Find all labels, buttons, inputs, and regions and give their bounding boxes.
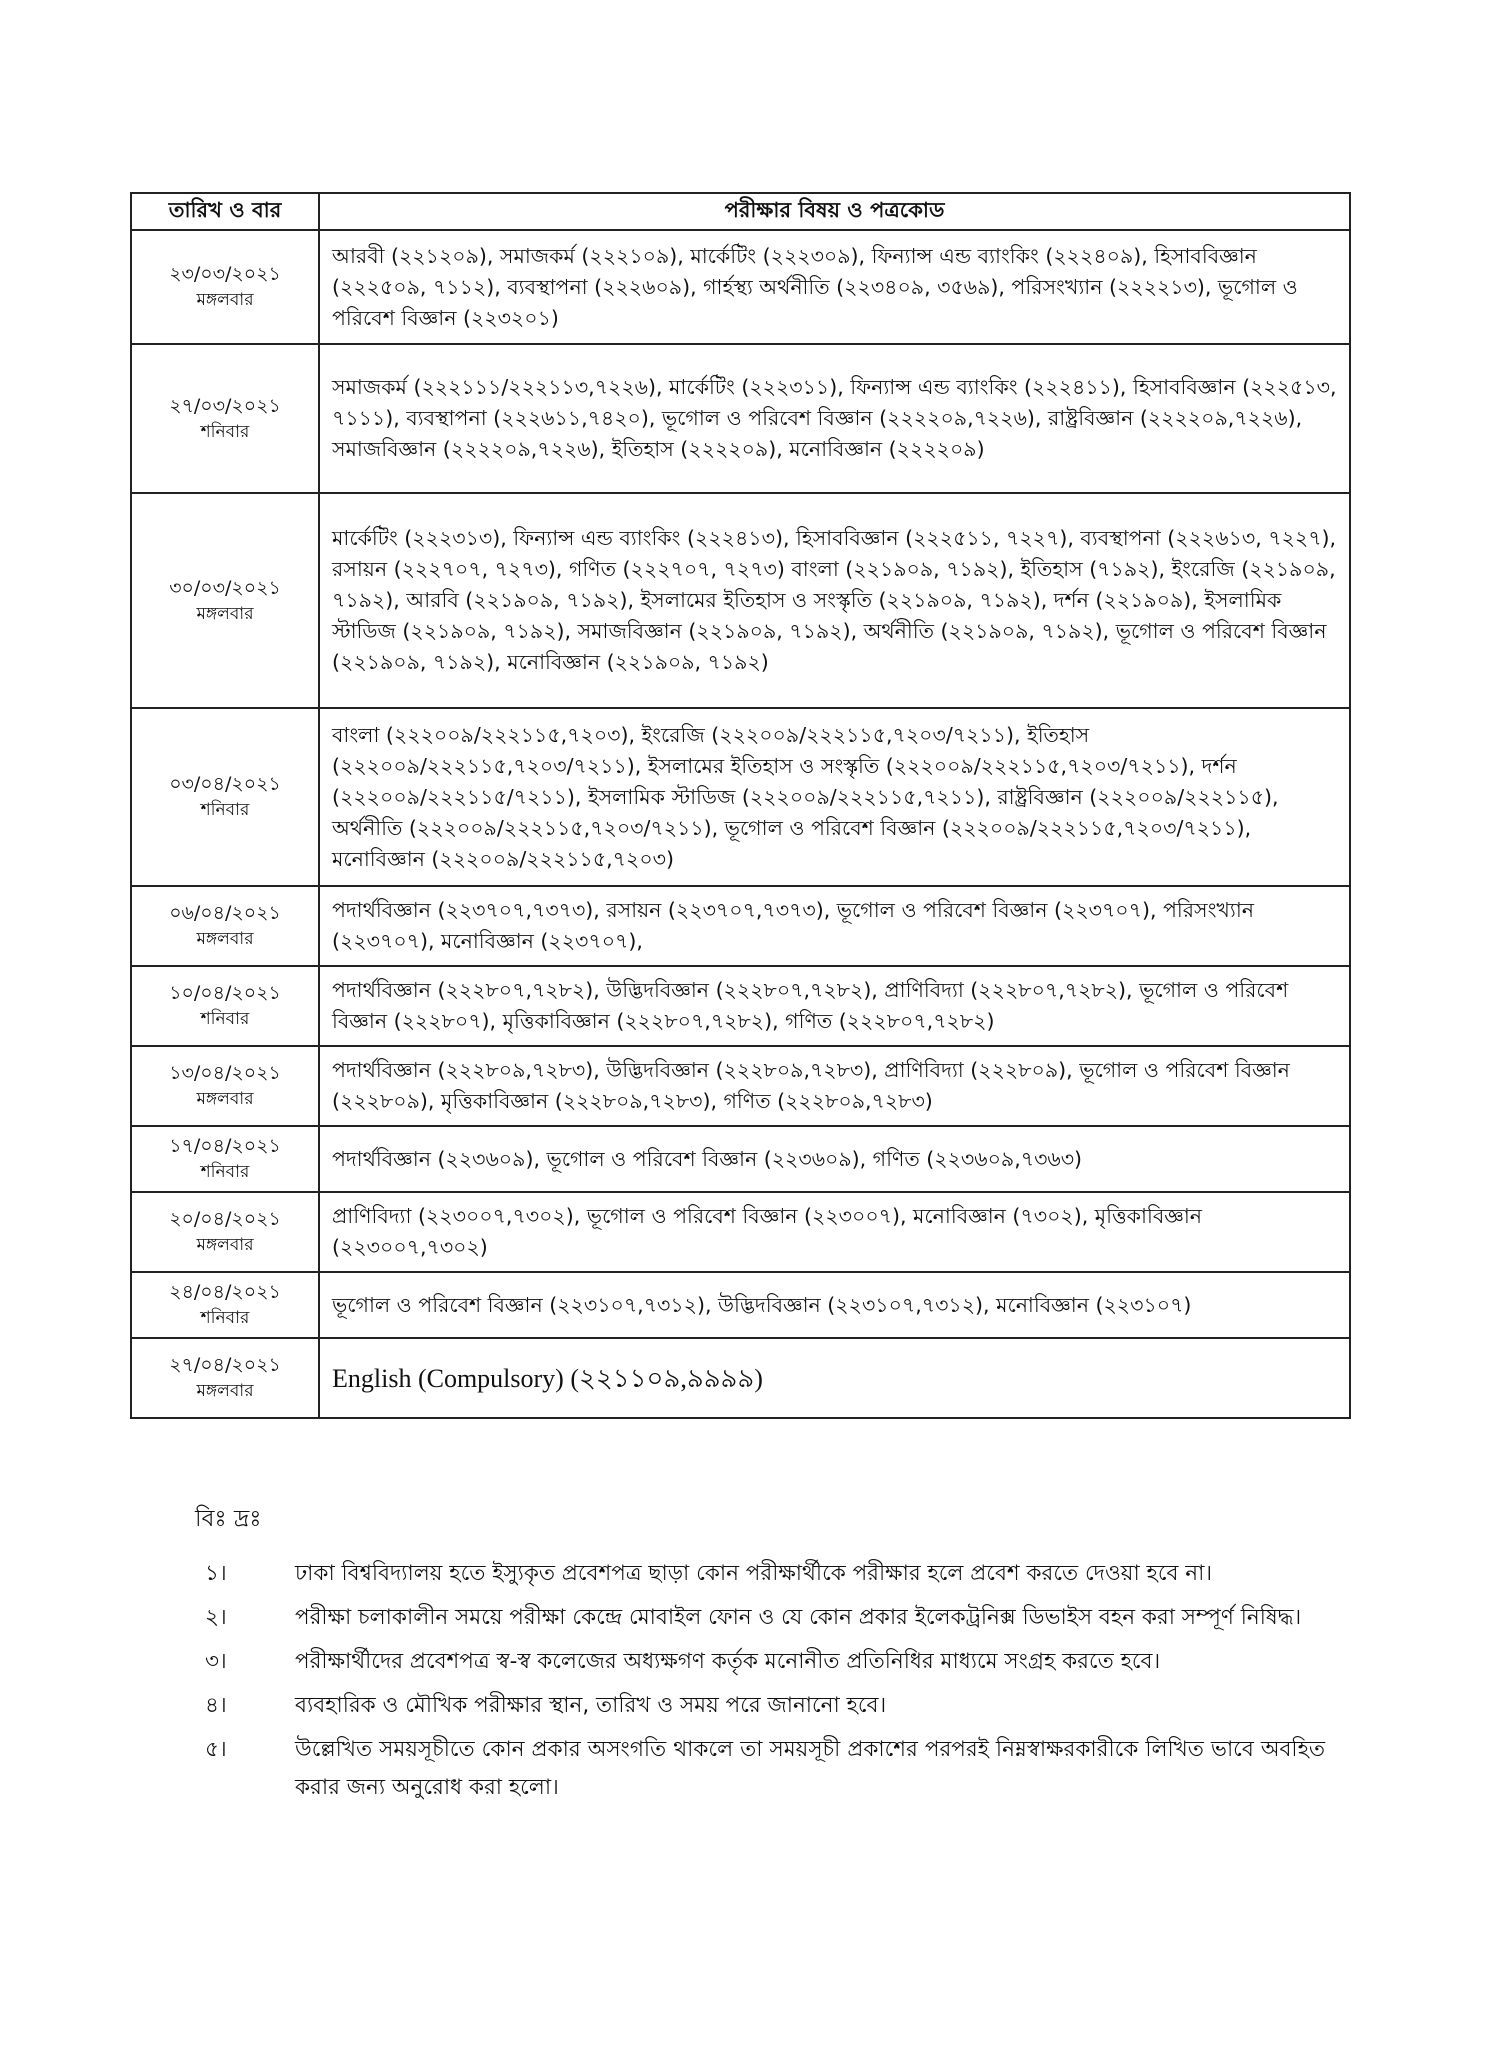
date-column-header: তারিখ ও বার (131, 193, 319, 230)
exam-day: শনিবার (200, 1308, 250, 1328)
exam-date: ০৩/০৪/২০২১ (169, 773, 281, 795)
date-cell (131, 493, 319, 708)
exam-day: মঙ্গলবার (196, 1235, 254, 1255)
exam-day: মঙ্গলবার (196, 603, 254, 624)
exam-date: ১০/০৪/২০২১ (169, 982, 281, 1004)
subjects-cell: মার্কেটিং (২২২৩১৩), ফিন্যান্স এন্ড ব্যাংকিং (২২২৪১৩), হিসাববিজ্ঞান (২২২৫১১, ৭২২৭), ব্যবস্থাপনা (২২২৬১৩, ৭২২৭), রসায়ন (২২২৭০৭, ৭২৭৩), গণিত (২২২৭০৭, ৭২৭৩) বাংলা (২২১৯০৯, ৭১৯২), ইতিহাস (৭১৯২), ইংরেজি (২২১৯০৯, ৭১৯২), আরবি (২২১৯০৯, ৭১৯২), ইসলামের ইতিহাস ও সংস্কৃতি (২২১৯০৯, ৭১৯২), দর্শন (২২১৯০৯), ইসলামিক স্টাডিজ (২২১৯০৯, ৭১৯২), সমাজবিজ্ঞান (২২১৯০৯, ৭১৯২), অর্থনীতি (২২১৯০৯, ৭১৯২), ভূগোল ও পরিবেশ বিজ্ঞান (২২১৯০৯, ৭১৯২), মনোবিজ্ঞান (২২১৯০৯, ৭১৯২) (319, 493, 1350, 708)
date-cell (131, 1272, 319, 1338)
note-item (205, 1643, 1325, 1681)
exam-date: ১৩/০৪/২০২১ (169, 1062, 281, 1084)
exam-day: মঙ্গলবার (196, 929, 254, 949)
subjects-cell: আরবী (২২১২০৯), সমাজকর্ম (২২২১০৯), মার্কেটিং (২২২৩০৯), ফিন্যান্স এন্ড ব্যাংকিং (২২২৪০৯), হিসাববিজ্ঞান (২২২৫০৯, ৭১১২), ব্যবস্থাপনা (২২২৬০৯), গার্হস্থ্য অর্থনীতি (২২৩৪০৯, ৩৫৬৯), পরিসংখ্যান (২২২২১৩), ভূগোল ও পরিবেশ বিজ্ঞান (২২৩২০১) (319, 230, 1350, 344)
note-text: পরীক্ষার্থীদের প্রবেশপত্র স্ব-স্ব কলেজের অধ্যক্ষগণ কর্তৃক মনোনীত প্রতিনিধির মাধ্যমে সংগ্রহ করতে হবে। (295, 1649, 1161, 1674)
date-cell (131, 1338, 319, 1418)
subjects-cell: পদার্থবিজ্ঞান (২২২৮০৭,৭২৮২), উদ্ভিদবিজ্ঞান (২২২৮০৭,৭২৮২), প্রাণিবিদ্যা (২২২৮০৭,৭২৮২), ভূগোল ও পরিবেশ বিজ্ঞান (২২২৮০৭), মৃত্তিকাবিজ্ঞান (২২২৮০৭,৭২৮২), গণিত (২২২৮০৭,৭২৮২) (319, 966, 1350, 1046)
note-number: ১। (205, 1561, 227, 1586)
exam-date: ১৭/০৪/২০২১ (169, 1135, 281, 1157)
date-cell (131, 1046, 319, 1126)
table-row (131, 966, 1350, 1046)
table-row (131, 1338, 1350, 1418)
note-text: পরীক্ষা চলাকালীন সময়ে পরীক্ষা কেন্দ্রে মোবাইল ফোন ও যে কোন প্রকার ইলেকট্রনিক্স ডিভাইস বহন করা সম্পূর্ণ নিষিদ্ধ। (295, 1605, 1302, 1630)
exam-date: ২৭/০৩/২০২১ (169, 394, 281, 417)
exam-schedule-table (130, 192, 1351, 1419)
table-row (131, 230, 1350, 344)
date-cell (131, 886, 319, 966)
table-row (131, 886, 1350, 966)
subjects-cell: পদার্থবিজ্ঞান (২২৩৬০৯), ভূগোল ও পরিবেশ বিজ্ঞান (২২৩৬০৯), গণিত (২২৩৬০৯,৭৩৬৩) (319, 1126, 1350, 1192)
note-number: ৩। (205, 1649, 227, 1674)
table-row (131, 1272, 1350, 1338)
subjects-cell: ভূগোল ও পরিবেশ বিজ্ঞান (২২৩১০৭,৭৩১২), উদ্ভিদবিজ্ঞান (২২৩১০৭,৭৩১২), মনোবিজ্ঞান (২২৩১০৭) (319, 1272, 1350, 1338)
exam-day: মঙ্গলবার (196, 1381, 254, 1401)
exam-day: শনিবার (200, 421, 250, 442)
date-cell (131, 708, 319, 886)
note-item (205, 1731, 1325, 1807)
subject-column-header: পরীক্ষার বিষয় ও পত্রকোড (319, 193, 1350, 230)
exam-date: ২৭/০৪/২০২১ (169, 1354, 281, 1376)
subjects-cell: বাংলা (২২২০০৯/২২২১১৫,৭২০৩), ইংরেজি (২২২০০৯/২২২১১৫,৭২০৩/৭২১১), ইতিহাস (২২২০০৯/২২২১১৫,৭২০৩/৭২১১), ইসলামের ইতিহাস ও সংস্কৃতি (২২২০০৯/২২২১১৫,৭২০৩/৭২১১), দর্শন (২২২০০৯/২২২১১৫/৭২১১), ইসলামিক স্টাডিজ (২২২০০৯/২২২১১৫,৭২১১), রাষ্ট্রবিজ্ঞান (২২২০০৯/২২২১১৫), অর্থনীতি (২২২০০৯/২২২১১৫,৭২০৩/৭২১১), ভূগোল ও পরিবেশ বিজ্ঞান (২২২০০৯/২২২১১৫,৭২০৩/৭২১১), মনোবিজ্ঞান (২২২০০৯/২২২১১৫,৭২০৩) (319, 708, 1350, 886)
date-cell (131, 966, 319, 1046)
note-item (205, 1599, 1325, 1637)
date-cell (131, 1126, 319, 1192)
date-cell (131, 344, 319, 493)
note-item (205, 1687, 1325, 1725)
exam-day: শনিবার (200, 800, 250, 820)
table-row (131, 1046, 1350, 1126)
exam-date: ২৪/০৪/২০২১ (169, 1281, 281, 1303)
note-number: ৪। (205, 1693, 227, 1718)
table-header-row (131, 193, 1350, 230)
subjects-cell: প্রাণিবিদ্যা (২২৩০০৭,৭৩০২), ভূগোল ও পরিবেশ বিজ্ঞান (২২৩০০৭), মনোবিজ্ঞান (৭৩০২), মৃত্তিকাবিজ্ঞান (২২৩০০৭,৭৩০২) (319, 1192, 1350, 1272)
notes-heading: বিঃ দ্রঃ (195, 1506, 262, 1532)
exam-day: শনিবার (200, 1009, 250, 1029)
note-text: ঢাকা বিশ্ববিদ্যালয় হতে ইস্যুকৃত প্রবেশপত্র ছাড়া কোন পরীক্ষার্থীকে পরীক্ষার হলে প্রবেশ করতে দেওয়া হবে না। (295, 1561, 1213, 1586)
table-row (131, 493, 1350, 708)
exam-date: ৩০/০৩/২০২১ (169, 576, 281, 599)
note-number: ৫। (205, 1737, 227, 1762)
note-number: ২। (205, 1605, 227, 1630)
exam-date: ০৬/০৪/২০২১ (169, 902, 281, 924)
note-item (205, 1555, 1325, 1593)
subjects-cell: English (Compulsory) (২২১১০৯,৯৯৯৯) (319, 1338, 1350, 1418)
note-text: উল্লেখিত সময়সূচীতে কোন প্রকার অসংগতি থাকলে তা সময়সূচী প্রকাশের পরপরই নিম্নস্বাক্ষরকারীকে লিখিত ভাবে অবহিত করার জন্য অনুরোধ করা হলো। (295, 1737, 1325, 1800)
note-text: ব্যবহারিক ও মৌখিক পরীক্ষার স্থান, তারিখ ও সময় পরে জানানো হবে। (295, 1693, 887, 1718)
notes-list (205, 1555, 1325, 1813)
date-cell (131, 230, 319, 344)
subjects-cell: পদার্থবিজ্ঞান (২২৩৭০৭,৭৩৭৩), রসায়ন (২২৩৭০৭,৭৩৭৩), ভূগোল ও পরিবেশ বিজ্ঞান (২২৩৭০৭), পরিসংখ্যান (২২৩৭০৭), মনোবিজ্ঞান (২২৩৭০৭), (319, 886, 1350, 966)
date-cell (131, 1192, 319, 1272)
exam-day: মঙ্গলবার (196, 290, 254, 310)
subjects-cell: সমাজকর্ম (২২২১১১/২২২১১৩,৭২২৬), মার্কেটিং (২২২৩১১), ফিন্যান্স এন্ড ব্যাংকিং (২২২৪১১), হিসাববিজ্ঞান (২২২৫১৩, ৭১১১), ব্যবস্থাপনা (২২২৬১১,৭৪২০), ভূগোল ও পরিবেশ বিজ্ঞান (২২২২০৯,৭২২৬), রাষ্ট্রবিজ্ঞান (২২২২০৯,৭২২৬), সমাজবিজ্ঞান (২২২২০৯,৭২২৬), ইতিহাস (২২২২০৯), মনোবিজ্ঞান (২২২২০৯) (319, 344, 1350, 493)
exam-date: ২৩/০৩/২০২১ (169, 263, 281, 285)
table-row (131, 344, 1350, 493)
exam-day: মঙ্গলবার (196, 1089, 254, 1109)
table-row (131, 708, 1350, 886)
subjects-cell: পদার্থবিজ্ঞান (২২২৮০৯,৭২৮৩), উদ্ভিদবিজ্ঞান (২২২৮০৯,৭২৮৩), প্রাণিবিদ্যা (২২২৮০৯), ভূগোল ও পরিবেশ বিজ্ঞান (২২২৮০৯), মৃত্তিকাবিজ্ঞান (২২২৮০৯,৭২৮৩), গণিত (২২২৮০৯,৭২৮৩) (319, 1046, 1350, 1126)
exam-day: শনিবার (200, 1162, 250, 1182)
table-row (131, 1126, 1350, 1192)
table-row (131, 1192, 1350, 1272)
exam-date: ২০/০৪/২০২১ (169, 1208, 281, 1230)
